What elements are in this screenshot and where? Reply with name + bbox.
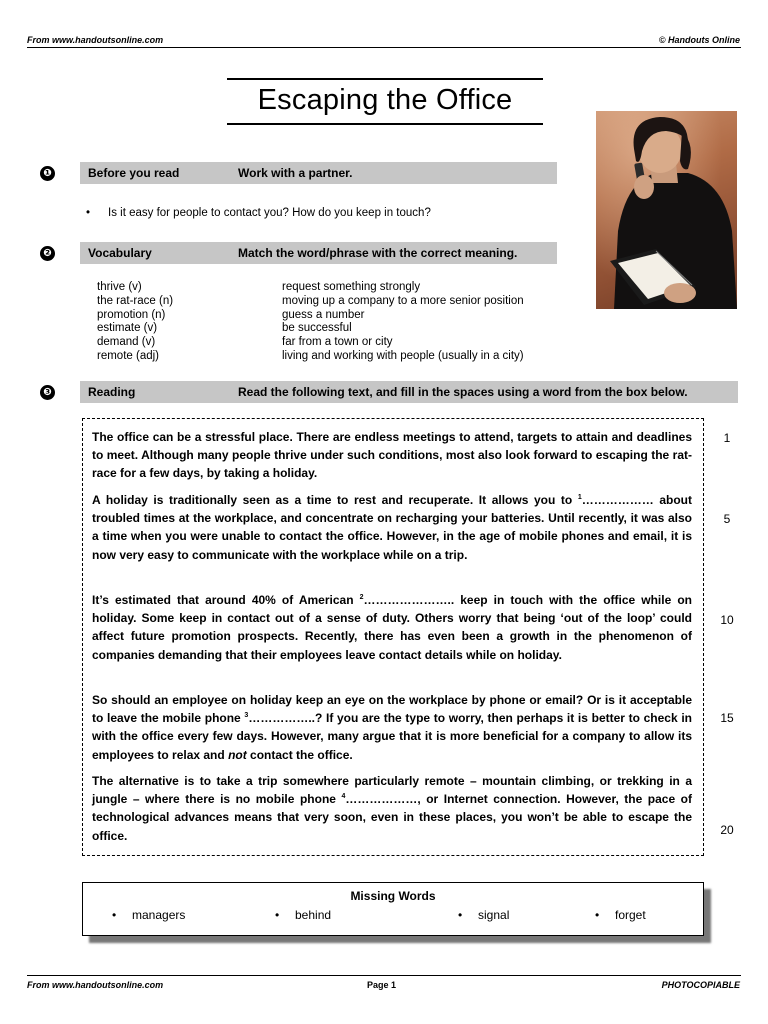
section-2-number: ❷ bbox=[40, 246, 55, 261]
header-copyright: © Handouts Online bbox=[658, 35, 740, 45]
line-number: 15 bbox=[720, 711, 734, 725]
line-number: 20 bbox=[720, 823, 734, 837]
businesswoman-on-phone-photo bbox=[596, 111, 737, 309]
section-3-instruction: Read the following text, and fill in the spaces using a word from the box below. bbox=[238, 385, 688, 399]
gap-number-3: 3 bbox=[244, 712, 249, 720]
vocabulary-words bbox=[97, 281, 173, 364]
reading-paragraph-1: The office can be a stressful place. There are endless meetings to attend, targets to attain and deadlines to meet. Although many people thrive under such conditions, most also look forward to escaping the rat-race for a few days, by taking a holiday. bbox=[92, 430, 692, 481]
discussion-question: Is it easy for people to contact you? How do you keep in touch? bbox=[108, 207, 431, 219]
page-title: Escaping the Office bbox=[257, 84, 513, 116]
vocab-word: remote (adj) bbox=[97, 349, 159, 362]
missing-words-box bbox=[82, 882, 704, 936]
header-rule bbox=[27, 47, 741, 48]
section-1-bar bbox=[80, 162, 557, 184]
bullet: • bbox=[86, 207, 91, 219]
section-3-number: ❸ bbox=[40, 385, 55, 400]
page-number: Page 1 bbox=[367, 980, 397, 990]
vocab-meaning: guess a number bbox=[282, 308, 365, 321]
footer-rule bbox=[27, 975, 741, 976]
vocab-word: demand (v) bbox=[97, 336, 156, 349]
missing-word-item: • managers bbox=[112, 908, 186, 922]
line-number: 1 bbox=[723, 431, 731, 445]
vocab-meaning: moving up a company to a more senior position bbox=[282, 294, 524, 307]
reading-paragraph-3: It’s estimated that around 40% of American $^2$………………….. keep in touch with the office while on holiday. Some keep in contact out of a sense of duty. Others worry that being ‘out of the loop’ could affect future promotion prospects. Recently, there has even been a growth in the phenomenon of companies demanding that their employees leave contact details while on holiday. bbox=[92, 593, 692, 662]
line-number: 5 bbox=[723, 512, 731, 526]
vocab-word: promotion (n) bbox=[97, 308, 166, 321]
gap-number-1: 1 bbox=[577, 494, 582, 501]
header-source: From www.handoutsonline.com bbox=[27, 35, 164, 45]
reading-paragraph-5: The alternative is to take a trip somewhere particularly remote – mountain climbing, or trekking in a jungle – where there is no mobile phone $^4$………………, or Internet connection. However, the pace of technological advances means that very soon, even in these places, you won’t be able to escape the office. bbox=[92, 774, 692, 843]
footer-photocopiable: PHOTOCOPIABLE bbox=[661, 980, 740, 990]
gap-number-4: 4 bbox=[341, 793, 346, 801]
section-2-instruction: Match the word/phrase with the correct meaning. bbox=[238, 246, 518, 260]
section-2-bar bbox=[80, 242, 557, 264]
section-3-label: Reading bbox=[88, 385, 136, 399]
section-1-label: Before you read bbox=[88, 166, 180, 180]
vocab-word: estimate (v) bbox=[97, 322, 158, 335]
missing-word-item: • forget bbox=[595, 908, 646, 922]
missing-words-title: Missing Words bbox=[350, 889, 436, 903]
section-3-bar bbox=[80, 381, 738, 403]
missing-word-item: • behind bbox=[275, 908, 332, 922]
vocab-word: thrive (v) bbox=[97, 281, 142, 293]
vocab-meaning: be successful bbox=[282, 322, 352, 335]
vocab-meaning: request something strongly bbox=[282, 281, 421, 293]
section-1-number: ❶ bbox=[40, 166, 55, 181]
title-frame bbox=[227, 78, 543, 125]
vocab-meaning: living and working with people (usually in a city) bbox=[282, 349, 524, 362]
vocab-meaning: far from a town or city bbox=[282, 336, 393, 349]
gap-number-2: 2 bbox=[359, 594, 364, 601]
missing-word-item: • signal bbox=[458, 908, 510, 922]
section-1-instruction: Work with a partner. bbox=[238, 166, 353, 180]
footer-source: From www.handoutsonline.com bbox=[27, 980, 164, 990]
reading-paragraph-2: A holiday is traditionally seen as a time to rest and recuperate. It allows you to $^1$……………… about troubled times at the workplace, and concentrate on recharging your batteries. Until recently, it was also a time when you were unable to contact the office. However, in the age of mobile phones and email, it is now very easy to communicate with the workplace while on a trip. bbox=[92, 493, 692, 562]
vocabulary-meanings bbox=[282, 281, 524, 364]
line-number: 10 bbox=[720, 613, 734, 627]
section-2-label: Vocabulary bbox=[88, 246, 152, 260]
vocab-word: the rat-race (n) bbox=[97, 294, 174, 307]
reading-paragraph-4: So should an employee on holiday keep an eye on the workplace by phone or email? Or is it acceptable to leave the mobile phone $^3$……………..? If you are the type to worry, then perhaps it is better to check in with the office every few days. However, many argue that it is more beneficial for a company to allow its employees to relax and not contact the office. bbox=[92, 693, 692, 762]
